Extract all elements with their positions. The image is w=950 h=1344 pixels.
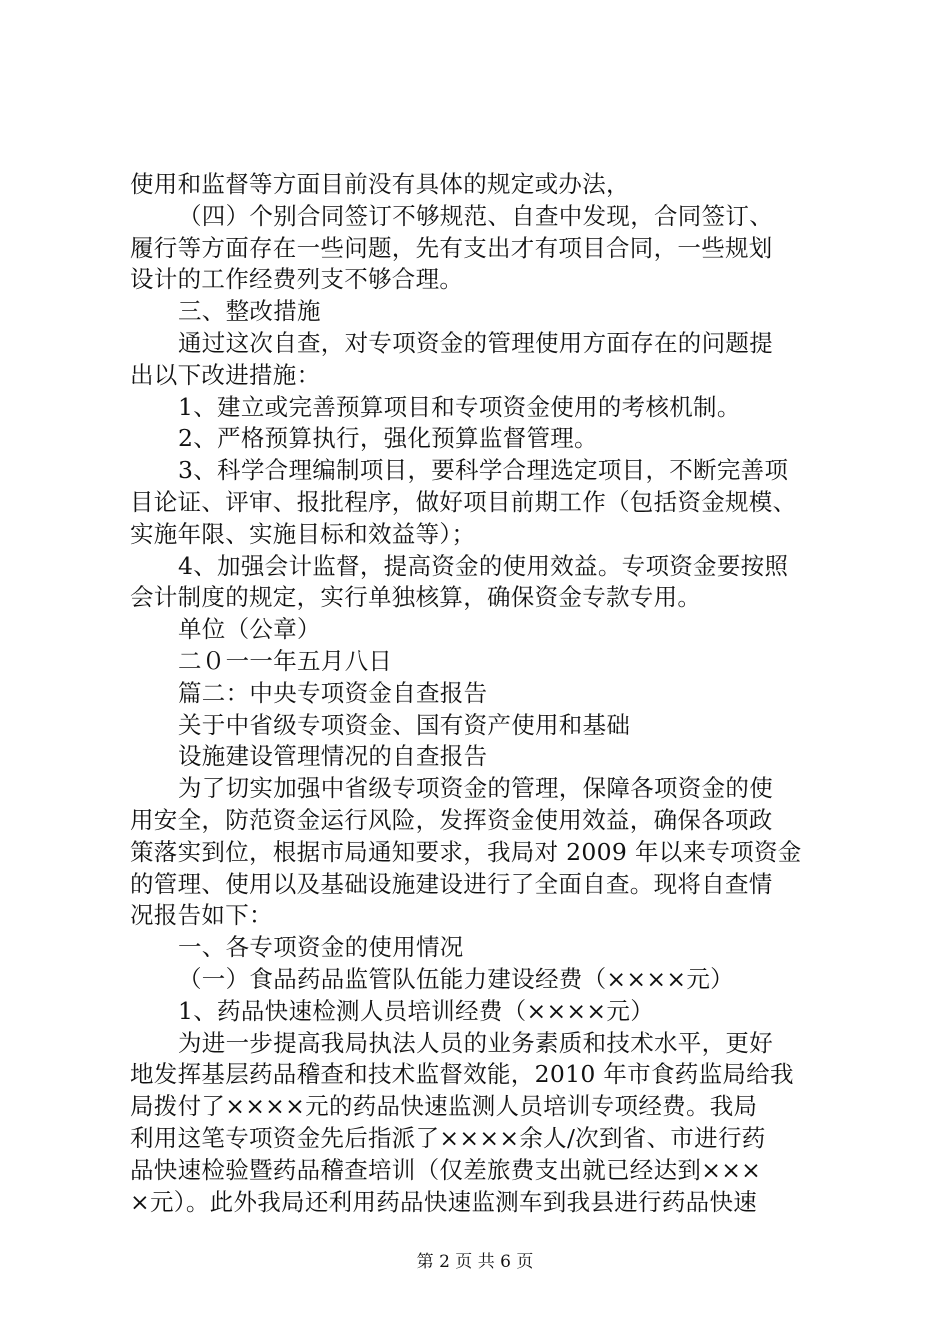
text-line: 3、科学合理编制项目，要科学合理选定项目，不断完善项	[178, 456, 789, 485]
text-line: 况报告如下：	[130, 901, 273, 930]
page-footer: 第 2 页 共 6 页	[416, 1252, 534, 1272]
text-line: ×元）。此外我局还利用药品快速监测车到我县进行药品快速	[130, 1187, 758, 1216]
text-line: 二０一一年五月八日	[178, 646, 393, 675]
text-line: 设施建设管理情况的自查报告	[178, 742, 488, 771]
text-line: 局拨付了××××元的药品快速监测人员培训专项经费。我局	[130, 1092, 758, 1121]
text-line: 出以下改进措施：	[130, 360, 321, 389]
text-line: 使用和监督等方面目前没有具体的规定或办法，	[130, 170, 630, 198]
text-line: 实施年限、实施目标和效益等）；	[130, 519, 476, 548]
text-line: 篇二：中央专项资金自查报告	[178, 678, 488, 707]
text-line: 履行等方面存在一些问题，先有支出才有项目合同，一些规划	[130, 233, 773, 262]
text-line: 目论证、评审、报批程序，做好项目前期工作（包括资金规模、	[130, 487, 797, 516]
text-line: 品快速检验暨药品稽查培训（仅差旅费支出就已经达到×××	[130, 1155, 762, 1184]
text-line: 利用这笔专项资金先后指派了××××余人/次到省、市进行药	[130, 1123, 766, 1152]
text-line: 为了切实加强中省级专项资金的管理，保障各项资金的使	[178, 774, 773, 803]
text-line: 用安全，防范资金运行风险，发挥资金使用效益，确保各项政	[130, 805, 773, 834]
text-line: 策落实到位，根据市局通知要求，我局对 2009 年以来专项资金	[130, 837, 802, 866]
text-line: 的管理、使用以及基础设施建设进行了全面自查。现将自查情	[130, 869, 773, 898]
text-line: 通过这次自查，对专项资金的管理使用方面存在的问题提	[178, 328, 773, 357]
text-line: 地发挥基层药品稽查和技术监督效能，2010 年市食药监局给我	[130, 1060, 794, 1089]
text-line: 2、严格预算执行，强化预算监督管理。	[178, 424, 598, 453]
text-line: （一）食品药品监管队伍能力建设经费（××××元）	[178, 964, 734, 993]
text-line: 关于中省级专项资金、国有资产使用和基础	[178, 710, 631, 739]
text-line: （四）个别合同签订不够规范、自查中发现，合同签订、	[178, 201, 773, 230]
text-line: 1、建立或完善预算项目和专项资金使用的考核机制。	[178, 392, 741, 421]
text-line: 会计制度的规定，实行单独核算，确保资金专款专用。	[130, 583, 702, 612]
text-line: 为进一步提高我局执法人员的业务素质和技术水平，更好	[178, 1028, 773, 1057]
text-line: 4、加强会计监督，提高资金的使用效益。专项资金要按照	[178, 551, 789, 580]
document-body	[130, 169, 850, 1218]
text-line: 单位（公章）	[178, 615, 321, 644]
text-line: 一、各专项资金的使用情况	[178, 933, 464, 962]
text-line: 三、整改措施	[178, 297, 321, 326]
text-line: 设计的工作经费列支不够合理。	[130, 265, 464, 294]
text-line: 1、药品快速检测人员培训经费（××××元）	[178, 996, 655, 1025]
